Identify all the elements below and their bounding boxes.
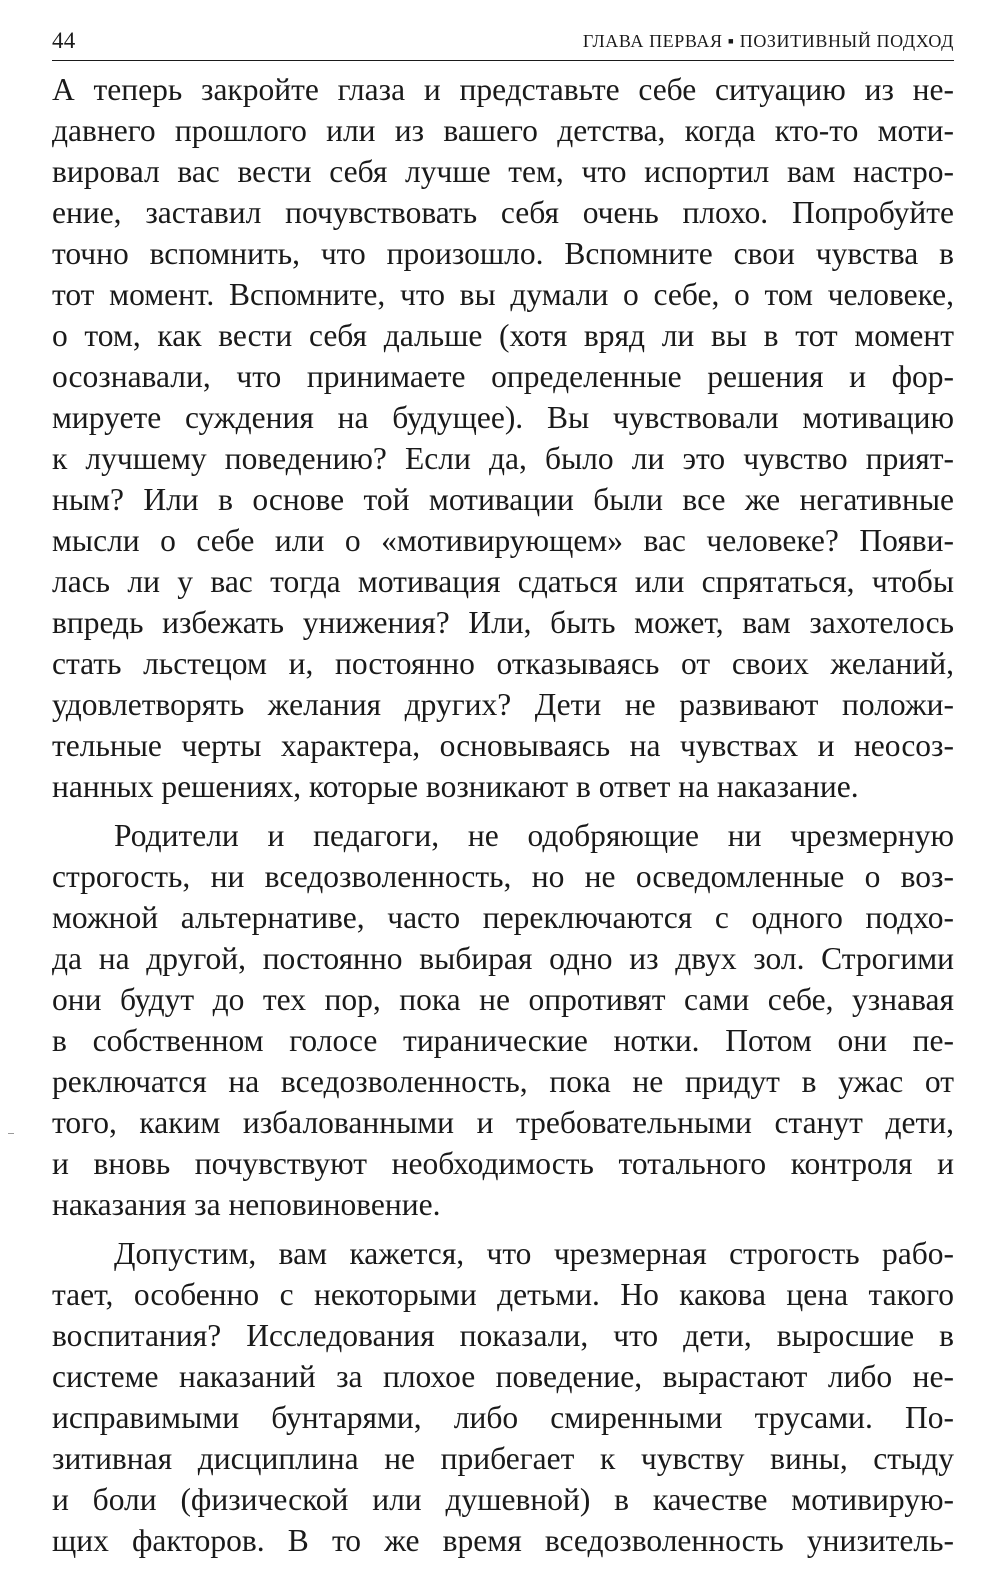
text-line: точно вспомнить, что произошло. Вспомните свои чувства в	[52, 236, 954, 271]
text-line: ение, заставил почувствовать себя очень плохо. Попробуйте	[52, 195, 954, 230]
text-line: лась ли у вас тогда мотивация сдаться или спрятаться, чтобы	[52, 564, 954, 599]
paragraph	[52, 69, 954, 807]
text-line: строгость, ни вседозволенность, но не осведомленные о воз-	[52, 859, 954, 894]
text-line: исправимыми бунтарями, либо смиренными трусами. По-	[52, 1400, 954, 1435]
text-line: впредь избежать унижения? Или, быть может, вам захотелось	[52, 605, 954, 640]
text-line: удовлетворять желания других? Дети не развивают положи-	[52, 687, 954, 722]
text-line: да на другой, постоянно выбирая одно из двух зол. Строгими	[52, 941, 954, 976]
running-header	[52, 28, 954, 61]
text-line: системе наказаний за плохое поведение, вырастают либо не-	[52, 1359, 954, 1394]
margin-mark	[8, 1133, 14, 1134]
paragraph	[52, 1233, 954, 1561]
text-line: давнего прошлого или из вашего детства, когда кто-то моти-	[52, 113, 954, 148]
text-line: реключатся на вседозволенность, пока не придут в ужас от	[52, 1064, 954, 1099]
text-line: мысли о себе или о «мотивирующем» вас человеке? Появи-	[52, 523, 954, 558]
page-number: 44	[52, 28, 76, 53]
text-line: тельные черты характера, основываясь на чувствах и неосоз-	[52, 728, 954, 763]
text-line: мируете суждения на будущее). Вы чувствовали мотивацию	[52, 400, 954, 435]
text-line: к лучшему поведению? Если да, было ли это чувство прият-	[52, 441, 954, 476]
text-line: они будут до тех пор, пока не опротивят сами себе, узнавая	[52, 982, 954, 1017]
text-line: щих факторов. В то же время вседозволенность унизитель-	[52, 1523, 954, 1558]
paragraph-gap	[52, 1225, 954, 1233]
text-line: зитивная дисциплина не прибегает к чувству вины, стыду	[52, 1441, 954, 1476]
text-line: Допустим, вам кажется, что чрезмерная строгость рабо-	[114, 1236, 954, 1271]
text-line: нанных решениях, которые возникают в ответ на наказание.	[52, 769, 859, 804]
text-line: стать льстецом и, постоянно отказываясь от своих желаний,	[52, 646, 954, 681]
text-line: того, каким избалованными и требовательными станут дети,	[52, 1105, 954, 1140]
text-line: воспитания? Исследования показали, что дети, выросшие в	[52, 1318, 954, 1353]
text-line: в собственном голосе тиранические нотки. Потом они пе-	[52, 1023, 954, 1058]
paragraph-gap	[52, 807, 954, 815]
text-line: вировал вас вести себя лучше тем, что испортил вам настро-	[52, 154, 954, 189]
text-line: осознавали, что принимаете определенные решения и фор-	[52, 359, 954, 394]
body-text	[52, 69, 954, 1561]
paragraph	[52, 815, 954, 1225]
text-line: и боли (физической или душевной) в качестве мотивирую-	[52, 1482, 954, 1517]
text-line: А теперь закройте глаза и представьте себе ситуацию из не-	[52, 72, 954, 107]
text-line: Родители и педагоги, не одобряющие ни чрезмерную	[114, 818, 954, 853]
book-page	[52, 28, 954, 1561]
text-line: тот момент. Вспомните, что вы думали о себе, о том человеке,	[52, 277, 954, 312]
text-line: тает, особенно с некоторыми детьми. Но какова цена такого	[52, 1277, 954, 1312]
text-line: о том, как вести себя дальше (хотя вряд ли вы в тот момент	[52, 318, 954, 353]
text-line: ным? Или в основе той мотивации были все же негативные	[52, 482, 954, 517]
text-line: можной альтернативе, часто переключаются с одного подхо-	[52, 900, 954, 935]
text-line: и вновь почувствуют необходимость тотального контроля и	[52, 1146, 954, 1181]
chapter-title: ГЛАВА ПЕРВАЯ ▪ ПОЗИТИВНЫЙ ПОДХОД	[582, 31, 954, 51]
text-line: наказания за неповиновение.	[52, 1187, 441, 1222]
